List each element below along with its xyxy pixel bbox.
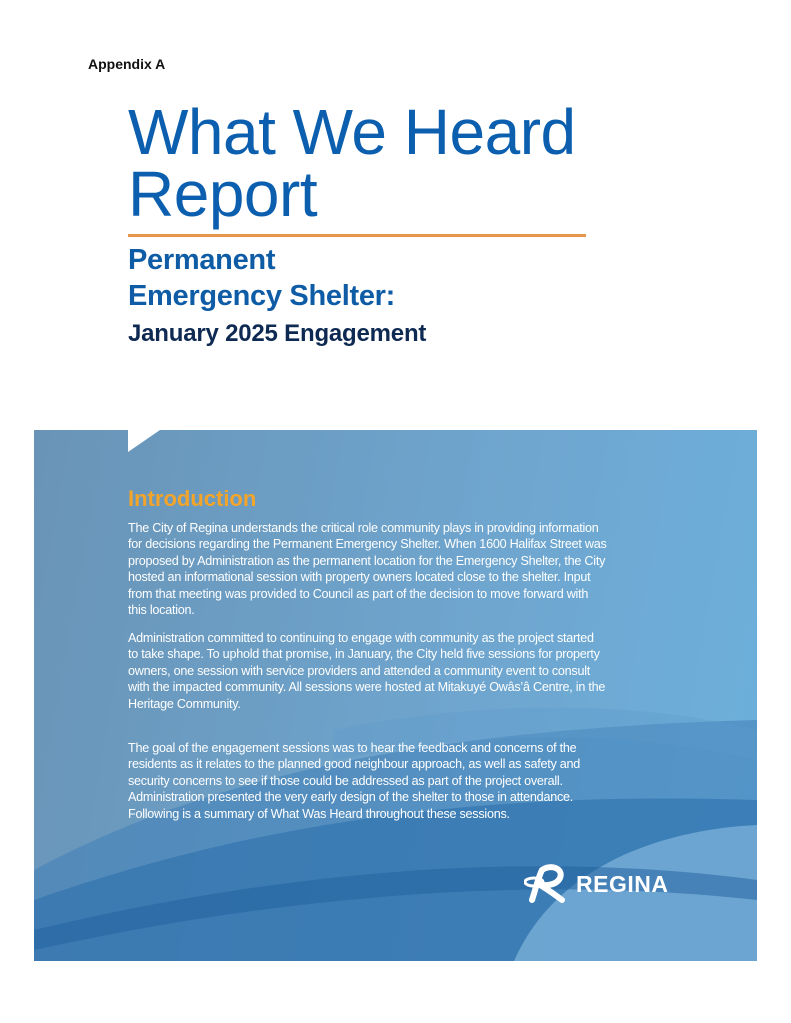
text-line: Following is a summary of What Was Heard throughout these sessions. xyxy=(128,806,510,821)
text-line: Heritage Community. xyxy=(128,696,241,711)
text-line: Administration committed to continuing to engage with community as the project started xyxy=(128,631,594,645)
report-title-line1: What We Heard xyxy=(128,96,576,168)
text-line: security concerns to see if those could be addressed as part of the project overall. xyxy=(128,773,563,788)
subtitle-line2: Emergency Shelter: xyxy=(128,280,395,312)
text-line: with the impacted community. All sessions were hosted at Mitakuyé Owâs’â Centre, in the xyxy=(128,680,606,695)
regina-r-icon xyxy=(524,864,570,904)
text-line: from that meeting was provided to Council as part of the decision to move forward with xyxy=(128,586,589,601)
report-title-line2: Report xyxy=(128,158,318,230)
title-divider xyxy=(128,234,586,237)
intro-paragraph-3 xyxy=(128,740,580,822)
text-line: owners, one session with service providers and attended a community event to consult xyxy=(128,663,591,678)
subtitle-line1: Permanent xyxy=(128,244,276,276)
text-line: for decisions regarding the Permanent Emergency Shelter. When 1600 Halifax Street was xyxy=(128,537,607,552)
text-line: The City of Regina understands the critical role community plays in providing information xyxy=(128,521,599,535)
corner-notch xyxy=(128,430,160,452)
introduction-panel xyxy=(34,430,757,961)
text-line: proposed by Administration as the permanent location for the Emergency Shelter, the City xyxy=(128,553,606,568)
logo-wordmark: REGINA xyxy=(576,870,669,897)
appendix-label: Appendix A xyxy=(88,56,166,72)
text-line: The goal of the engagement sessions was to hear the feedback and concerns of the xyxy=(128,741,577,755)
intro-paragraph-2 xyxy=(128,630,605,712)
text-line: to take shape. To uphold that promise, in January, the City held five sessions for property xyxy=(128,647,600,662)
text-line: hosted an informational session with property owners located close to the shelter. Input xyxy=(128,570,591,585)
intro-paragraph-1 xyxy=(128,520,607,618)
text-line: residents as it relates to the planned good neighbour approach, as well as safety and xyxy=(128,757,581,772)
text-line: Administration presented the very early design of the shelter to those in attendance. xyxy=(128,790,573,805)
introduction-heading: Introduction xyxy=(128,486,257,511)
text-line: this location. xyxy=(128,603,195,618)
engagement-date: January 2025 Engagement xyxy=(128,320,427,347)
regina-logo xyxy=(524,864,668,904)
